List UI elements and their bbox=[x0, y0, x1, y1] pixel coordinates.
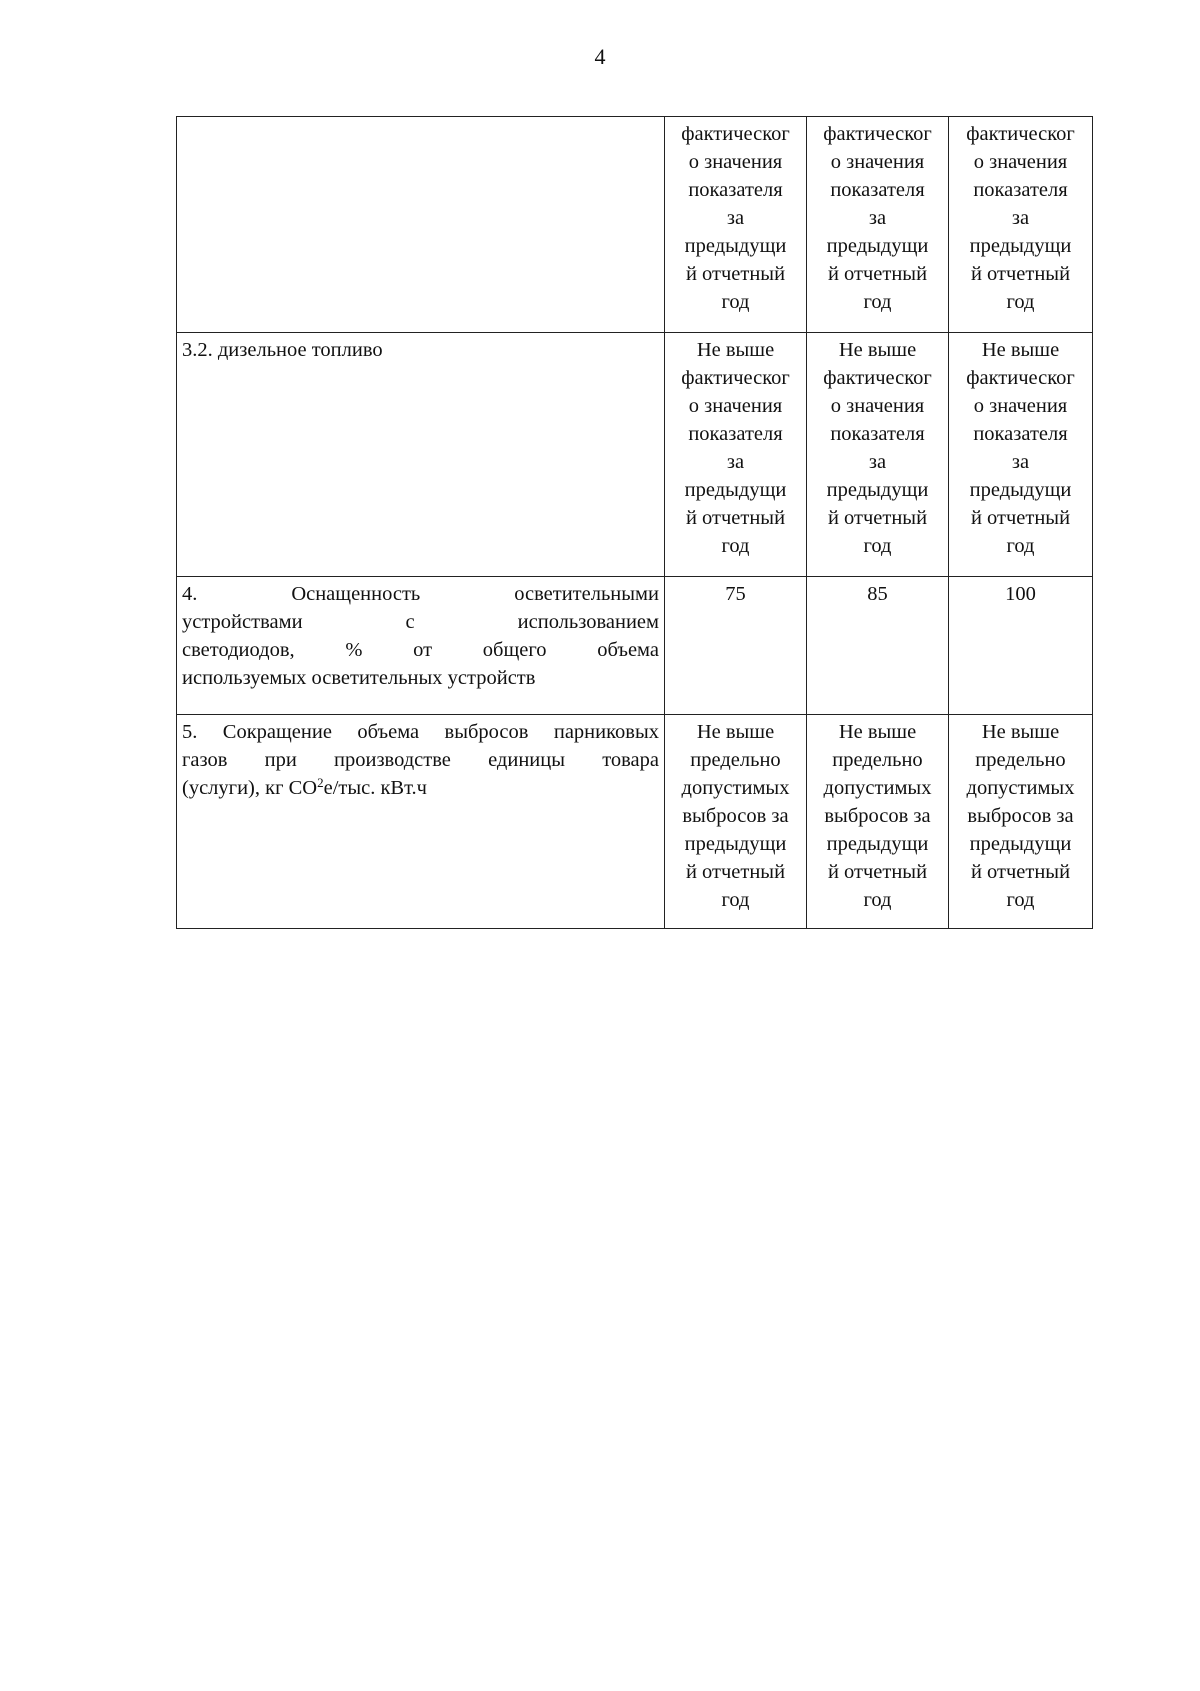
cell-line: фактическог bbox=[966, 123, 1075, 145]
cell-line: предыдущи bbox=[826, 235, 929, 257]
cell-line: о значения bbox=[688, 151, 783, 173]
value-cell bbox=[807, 715, 949, 929]
cell-line: Не выше bbox=[696, 721, 775, 743]
cell-line: показателя bbox=[973, 179, 1068, 201]
cell-line: допустимых bbox=[823, 777, 932, 799]
cell-line: показателя bbox=[830, 179, 925, 201]
cell-line: й отчетный bbox=[827, 861, 928, 883]
cell-line: фактическог bbox=[966, 367, 1075, 389]
cell-line: фактическог bbox=[823, 367, 932, 389]
cell-line: предыдущи bbox=[826, 833, 929, 855]
cell-line: Не выше bbox=[838, 339, 917, 361]
superscript: 2 bbox=[317, 775, 324, 790]
cell-line: год bbox=[721, 535, 750, 557]
cell-line: о значения bbox=[830, 151, 925, 173]
row-label-line: газов при производстве единицы товара bbox=[182, 749, 659, 771]
cell-line: о значения bbox=[830, 395, 925, 417]
cell-line: предыдущи bbox=[969, 833, 1072, 855]
cell-line: о значения bbox=[973, 151, 1068, 173]
cell-line: год bbox=[863, 535, 892, 557]
cell-line: за bbox=[726, 207, 745, 229]
cell-line: показателя bbox=[688, 179, 783, 201]
cell-line: за bbox=[726, 451, 745, 473]
cell-line: о значения bbox=[688, 395, 783, 417]
cell-line: выбросов за bbox=[682, 805, 789, 827]
cell-line: предыдущи bbox=[684, 833, 787, 855]
cell-line: й отчетный bbox=[685, 263, 786, 285]
label-text: е/тыс. кВт.ч bbox=[323, 777, 427, 799]
cell-line: й отчетный bbox=[970, 507, 1071, 529]
cell-line: год bbox=[1006, 889, 1035, 911]
value-cell bbox=[665, 333, 807, 577]
row-label-cell bbox=[177, 577, 665, 715]
cell-line: Не выше bbox=[696, 339, 775, 361]
value-cell bbox=[949, 577, 1093, 715]
cell-line: Не выше bbox=[981, 339, 1060, 361]
cell-value: 85 bbox=[867, 583, 888, 605]
value-cell bbox=[949, 117, 1093, 333]
cell-line: за bbox=[1011, 451, 1030, 473]
cell-line: допустимых bbox=[681, 777, 790, 799]
cell-line: год bbox=[863, 291, 892, 313]
cell-line: фактическог bbox=[681, 123, 790, 145]
cell-line: год bbox=[1006, 291, 1035, 313]
cell-line: й отчетный bbox=[827, 507, 928, 529]
page-number: 4 bbox=[594, 44, 606, 69]
table-row bbox=[177, 577, 1093, 715]
cell-line: предельно bbox=[975, 749, 1066, 771]
row-label-cell bbox=[177, 333, 665, 577]
value-cell bbox=[665, 577, 807, 715]
cell-line: выбросов за bbox=[967, 805, 1074, 827]
cell-line: предыдущи bbox=[684, 479, 787, 501]
label-text: (услуги), кг CO bbox=[182, 777, 318, 799]
cell-line: предельно bbox=[832, 749, 923, 771]
cell-line: год bbox=[721, 291, 750, 313]
cell-line: й отчетный bbox=[970, 263, 1071, 285]
cell-value: 75 bbox=[725, 583, 746, 605]
value-cell bbox=[665, 715, 807, 929]
indicators-table bbox=[176, 116, 1093, 929]
value-cell bbox=[807, 117, 949, 333]
cell-line: предыдущи bbox=[969, 479, 1072, 501]
cell-line: за bbox=[868, 451, 887, 473]
cell-line: фактическог bbox=[681, 367, 790, 389]
cell-line: допустимых bbox=[966, 777, 1075, 799]
row-label-line bbox=[182, 774, 659, 802]
cell-line: показателя bbox=[973, 423, 1068, 445]
cell-value: 100 bbox=[1005, 583, 1036, 605]
table-row bbox=[177, 715, 1093, 929]
cell-line: год bbox=[863, 889, 892, 911]
cell-line: за bbox=[1011, 207, 1030, 229]
cell-line: Не выше bbox=[838, 721, 917, 743]
row-label-cell bbox=[177, 117, 665, 333]
cell-line: выбросов за bbox=[824, 805, 931, 827]
row-label: 3.2. дизельное топливо bbox=[182, 339, 383, 361]
cell-line: год bbox=[1006, 535, 1035, 557]
value-cell bbox=[949, 333, 1093, 577]
value-cell bbox=[949, 715, 1093, 929]
cell-line: показателя bbox=[688, 423, 783, 445]
row-label-line: 5. Сокращение объема выбросов парниковых bbox=[182, 721, 659, 743]
row-label-line: светодиодов, % от общего объема bbox=[182, 639, 659, 661]
row-label-line: устройствами с использованием bbox=[182, 611, 659, 633]
cell-line: показателя bbox=[830, 423, 925, 445]
cell-line: предельно bbox=[690, 749, 781, 771]
cell-line: предыдущи bbox=[969, 235, 1072, 257]
value-cell bbox=[807, 333, 949, 577]
cell-line: год bbox=[721, 889, 750, 911]
table-row bbox=[177, 117, 1093, 333]
cell-line: й отчетный bbox=[970, 861, 1071, 883]
table-row bbox=[177, 333, 1093, 577]
row-label-line: используемых осветительных устройств bbox=[182, 667, 536, 689]
cell-line: й отчетный bbox=[685, 861, 786, 883]
value-cell bbox=[665, 117, 807, 333]
cell-line: о значения bbox=[973, 395, 1068, 417]
cell-line: й отчетный bbox=[827, 263, 928, 285]
cell-line: Не выше bbox=[981, 721, 1060, 743]
cell-line: за bbox=[868, 207, 887, 229]
cell-line: предыдущи bbox=[684, 235, 787, 257]
value-cell bbox=[807, 577, 949, 715]
cell-line: предыдущи bbox=[826, 479, 929, 501]
cell-line: й отчетный bbox=[685, 507, 786, 529]
row-label-cell bbox=[177, 715, 665, 929]
row-label-line: 4. Оснащенность осветительными bbox=[182, 583, 659, 605]
cell-line: фактическог bbox=[823, 123, 932, 145]
